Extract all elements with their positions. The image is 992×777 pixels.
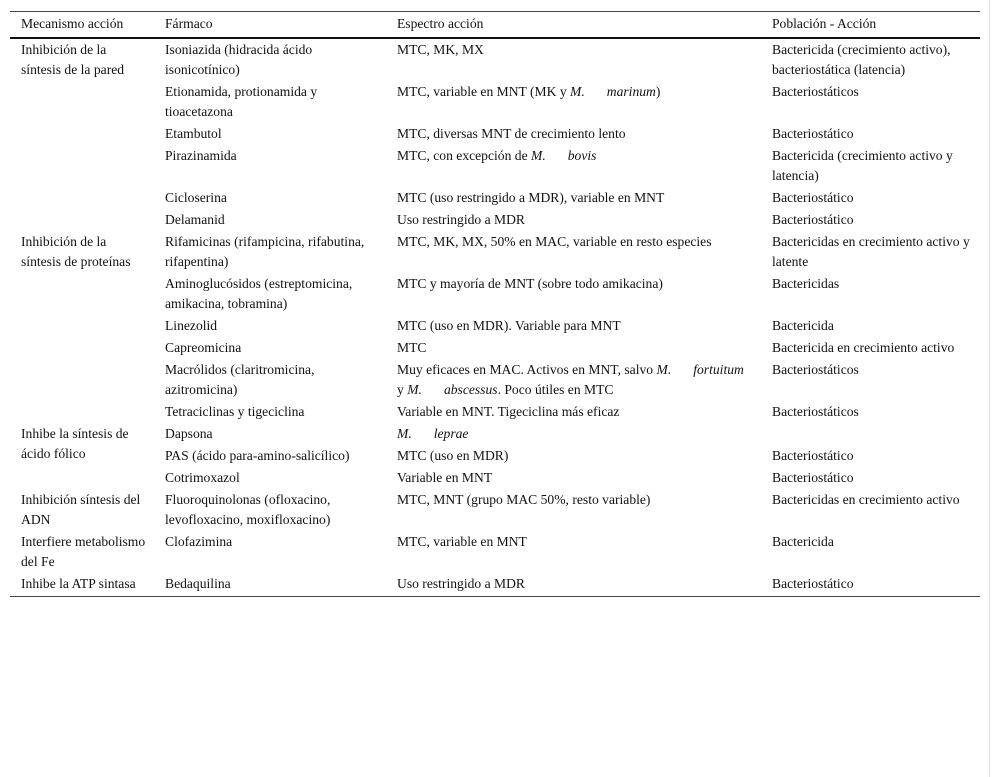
drug-cell: Fluoroquinolonas (ofloxacino, levofloxacino, moxifloxacino) bbox=[165, 492, 331, 527]
spectrum-cell bbox=[386, 273, 761, 315]
spectrum-text: MTC (uso en MDR) bbox=[397, 448, 509, 463]
spectrum-cell bbox=[386, 401, 761, 423]
table-row bbox=[10, 315, 980, 337]
spectrum-text: Variable en MNT. Tigeciclina más eficaz bbox=[397, 404, 620, 419]
table-row bbox=[10, 231, 980, 273]
drug-cell: Clofazimina bbox=[165, 534, 233, 549]
action-cell: Bactericidas en crecimiento activo bbox=[772, 492, 960, 507]
drug-cell: Etionamida, protionamida y tioacetazona bbox=[165, 84, 318, 119]
spectrum-text: MTC, MK, MX bbox=[397, 42, 484, 57]
spectrum-text: MTC y mayoría de MNT (sobre todo amikacina) bbox=[397, 276, 663, 291]
drug-cell: Linezolid bbox=[165, 318, 218, 333]
drug-cell: Rifamicinas (rifampicina, rifabutina, rifapentina) bbox=[165, 234, 365, 269]
action-cell: Bacteriostáticos bbox=[772, 362, 859, 377]
header-row bbox=[10, 12, 980, 39]
spectrum-text: MTC (uso en MDR). Variable para MNT bbox=[397, 318, 621, 333]
table-row bbox=[10, 145, 980, 187]
drug-cell: Dapsona bbox=[165, 426, 213, 441]
spectrum-cell bbox=[386, 209, 761, 231]
species-name: M. bbox=[397, 426, 412, 441]
table-row bbox=[10, 38, 980, 81]
spectrum-text: ) bbox=[655, 84, 661, 99]
species-name: M. bbox=[407, 382, 422, 397]
spectrum-cell bbox=[386, 187, 761, 209]
table-row bbox=[10, 359, 980, 401]
action-cell: Bacteriostático bbox=[772, 190, 854, 205]
table-row bbox=[10, 445, 980, 467]
spectrum-text: y bbox=[397, 382, 408, 397]
action-cell: Bactericidas bbox=[772, 276, 840, 291]
spectrum-cell bbox=[386, 145, 761, 187]
drug-cell: Etambutol bbox=[165, 126, 222, 141]
spectrum-cell bbox=[386, 81, 761, 123]
drug-cell: Cotrimoxazol bbox=[165, 470, 240, 485]
action-cell: Bactericida bbox=[772, 318, 834, 333]
drug-cell: Pirazinamida bbox=[165, 148, 237, 163]
spectrum-cell bbox=[386, 445, 761, 467]
drug-table-container bbox=[10, 11, 980, 597]
spectrum-cell bbox=[386, 467, 761, 489]
mechanism-cell: Inhibición de la síntesis de la pared bbox=[21, 42, 125, 77]
spectrum-text: MTC, MNT (grupo MAC 50%, resto variable) bbox=[397, 492, 651, 507]
table-row bbox=[10, 423, 980, 445]
spectrum-cell bbox=[386, 337, 761, 359]
action-cell: Bacteriostático bbox=[772, 470, 854, 485]
action-cell: Bactericida (crecimiento activo y latencia) bbox=[772, 148, 953, 183]
spectrum-cell bbox=[386, 359, 761, 401]
table-row bbox=[10, 273, 980, 315]
drug-cell: Bedaquilina bbox=[154, 573, 386, 597]
header-spectrum: Espectro acción bbox=[386, 12, 761, 39]
header-drug: Fármaco bbox=[154, 12, 386, 39]
spectrum-cell bbox=[386, 231, 761, 273]
table-row bbox=[10, 209, 980, 231]
drug-cell: Macrólidos (claritromicina, azitromicina) bbox=[165, 362, 315, 397]
drug-cell: Delamanid bbox=[165, 212, 225, 227]
spectrum-cell bbox=[386, 573, 761, 597]
drug-cell: PAS (ácido para-amino-salicílico) bbox=[165, 448, 350, 463]
antimycobacterial-drugs-table bbox=[10, 11, 980, 597]
table-row bbox=[10, 81, 980, 123]
page-edge bbox=[989, 0, 990, 777]
action-cell: Bactericida en crecimiento activo bbox=[772, 340, 955, 355]
action-cell: Bactericida bbox=[772, 534, 834, 549]
spectrum-text: MTC, MK, MX, 50% en MAC, variable en resto especies bbox=[397, 234, 712, 249]
spectrum-text: . Poco útiles en MTC bbox=[497, 382, 614, 397]
table-row bbox=[10, 123, 980, 145]
drug-cell: Capreomicina bbox=[165, 340, 242, 355]
drug-cell: Tetraciclinas y tigeciclina bbox=[165, 404, 305, 419]
spectrum-cell bbox=[386, 489, 761, 531]
species-name: abscessus bbox=[443, 382, 498, 397]
header-mechanism: Mecanismo acción bbox=[10, 12, 154, 39]
spectrum-text: MTC (uso restringido a MDR), variable en MNT bbox=[397, 190, 665, 205]
drug-cell: Aminoglucósidos (estreptomicina, amikacina, tobramina) bbox=[165, 276, 353, 311]
species-name: M. bbox=[656, 362, 672, 377]
spectrum-cell bbox=[386, 315, 761, 337]
mechanism-cell: Inhibición de la síntesis de proteínas bbox=[21, 234, 131, 269]
header-action: Población - Acción bbox=[761, 12, 980, 39]
species-name: M. bbox=[570, 84, 585, 99]
spectrum-text: Muy eficaces en MAC. Activos en MNT, salvo bbox=[397, 362, 657, 377]
drug-cell: Isoniazida (hidracida ácido isonicotínico) bbox=[165, 42, 313, 77]
action-cell: Bacteriostático bbox=[772, 212, 854, 227]
action-cell: Bacteriostático bbox=[772, 126, 854, 141]
action-cell: Bacteriostático bbox=[772, 448, 854, 463]
action-cell: Bactericida (crecimiento activo), bacteriostática (latencia) bbox=[772, 42, 951, 77]
table-row bbox=[10, 489, 980, 531]
species-name: bovis bbox=[567, 148, 597, 163]
spectrum-text: MTC, variable en MNT bbox=[397, 534, 527, 549]
action-cell: Bacteriostáticos bbox=[772, 84, 859, 99]
mechanism-cell: Inhibe la síntesis de ácido fólico bbox=[21, 426, 129, 461]
action-cell bbox=[761, 423, 980, 445]
table-row bbox=[10, 531, 980, 573]
table-row bbox=[10, 467, 980, 489]
species-name: leprae bbox=[433, 426, 469, 441]
spectrum-text: MTC, con excepción de bbox=[397, 148, 532, 163]
spectrum-text: MTC bbox=[397, 340, 427, 355]
action-cell: Bacteriostáticos bbox=[772, 404, 859, 419]
spectrum-cell bbox=[386, 423, 761, 445]
spectrum-cell bbox=[386, 38, 761, 81]
table-body bbox=[10, 38, 980, 597]
table-row bbox=[10, 573, 980, 597]
spectrum-text: Variable en MNT bbox=[397, 470, 493, 485]
spectrum-cell bbox=[386, 123, 761, 145]
drug-cell: Cicloserina bbox=[165, 190, 227, 205]
species-name: M. bbox=[531, 148, 546, 163]
spectrum-text: MTC, diversas MNT de crecimiento lento bbox=[397, 126, 626, 141]
species-name: fortuitum bbox=[693, 362, 744, 377]
species-name: marinum bbox=[606, 84, 656, 99]
mechanism-cell: Inhibe la ATP sintasa bbox=[10, 573, 154, 597]
table-row bbox=[10, 187, 980, 209]
mechanism-cell: Inhibición síntesis del ADN bbox=[21, 492, 141, 527]
spectrum-text: Uso restringido a MDR bbox=[397, 212, 525, 227]
spectrum-text: Uso restringido a MDR bbox=[397, 576, 525, 591]
mechanism-cell: Interfiere metabolismo del Fe bbox=[21, 534, 146, 569]
action-cell: Bactericidas en crecimiento activo y latente bbox=[772, 234, 970, 269]
spectrum-text: MTC, variable en MNT (MK y bbox=[397, 84, 571, 99]
table-row bbox=[10, 401, 980, 423]
spectrum-cell bbox=[386, 531, 761, 573]
action-cell: Bacteriostático bbox=[761, 573, 980, 597]
table-row bbox=[10, 337, 980, 359]
